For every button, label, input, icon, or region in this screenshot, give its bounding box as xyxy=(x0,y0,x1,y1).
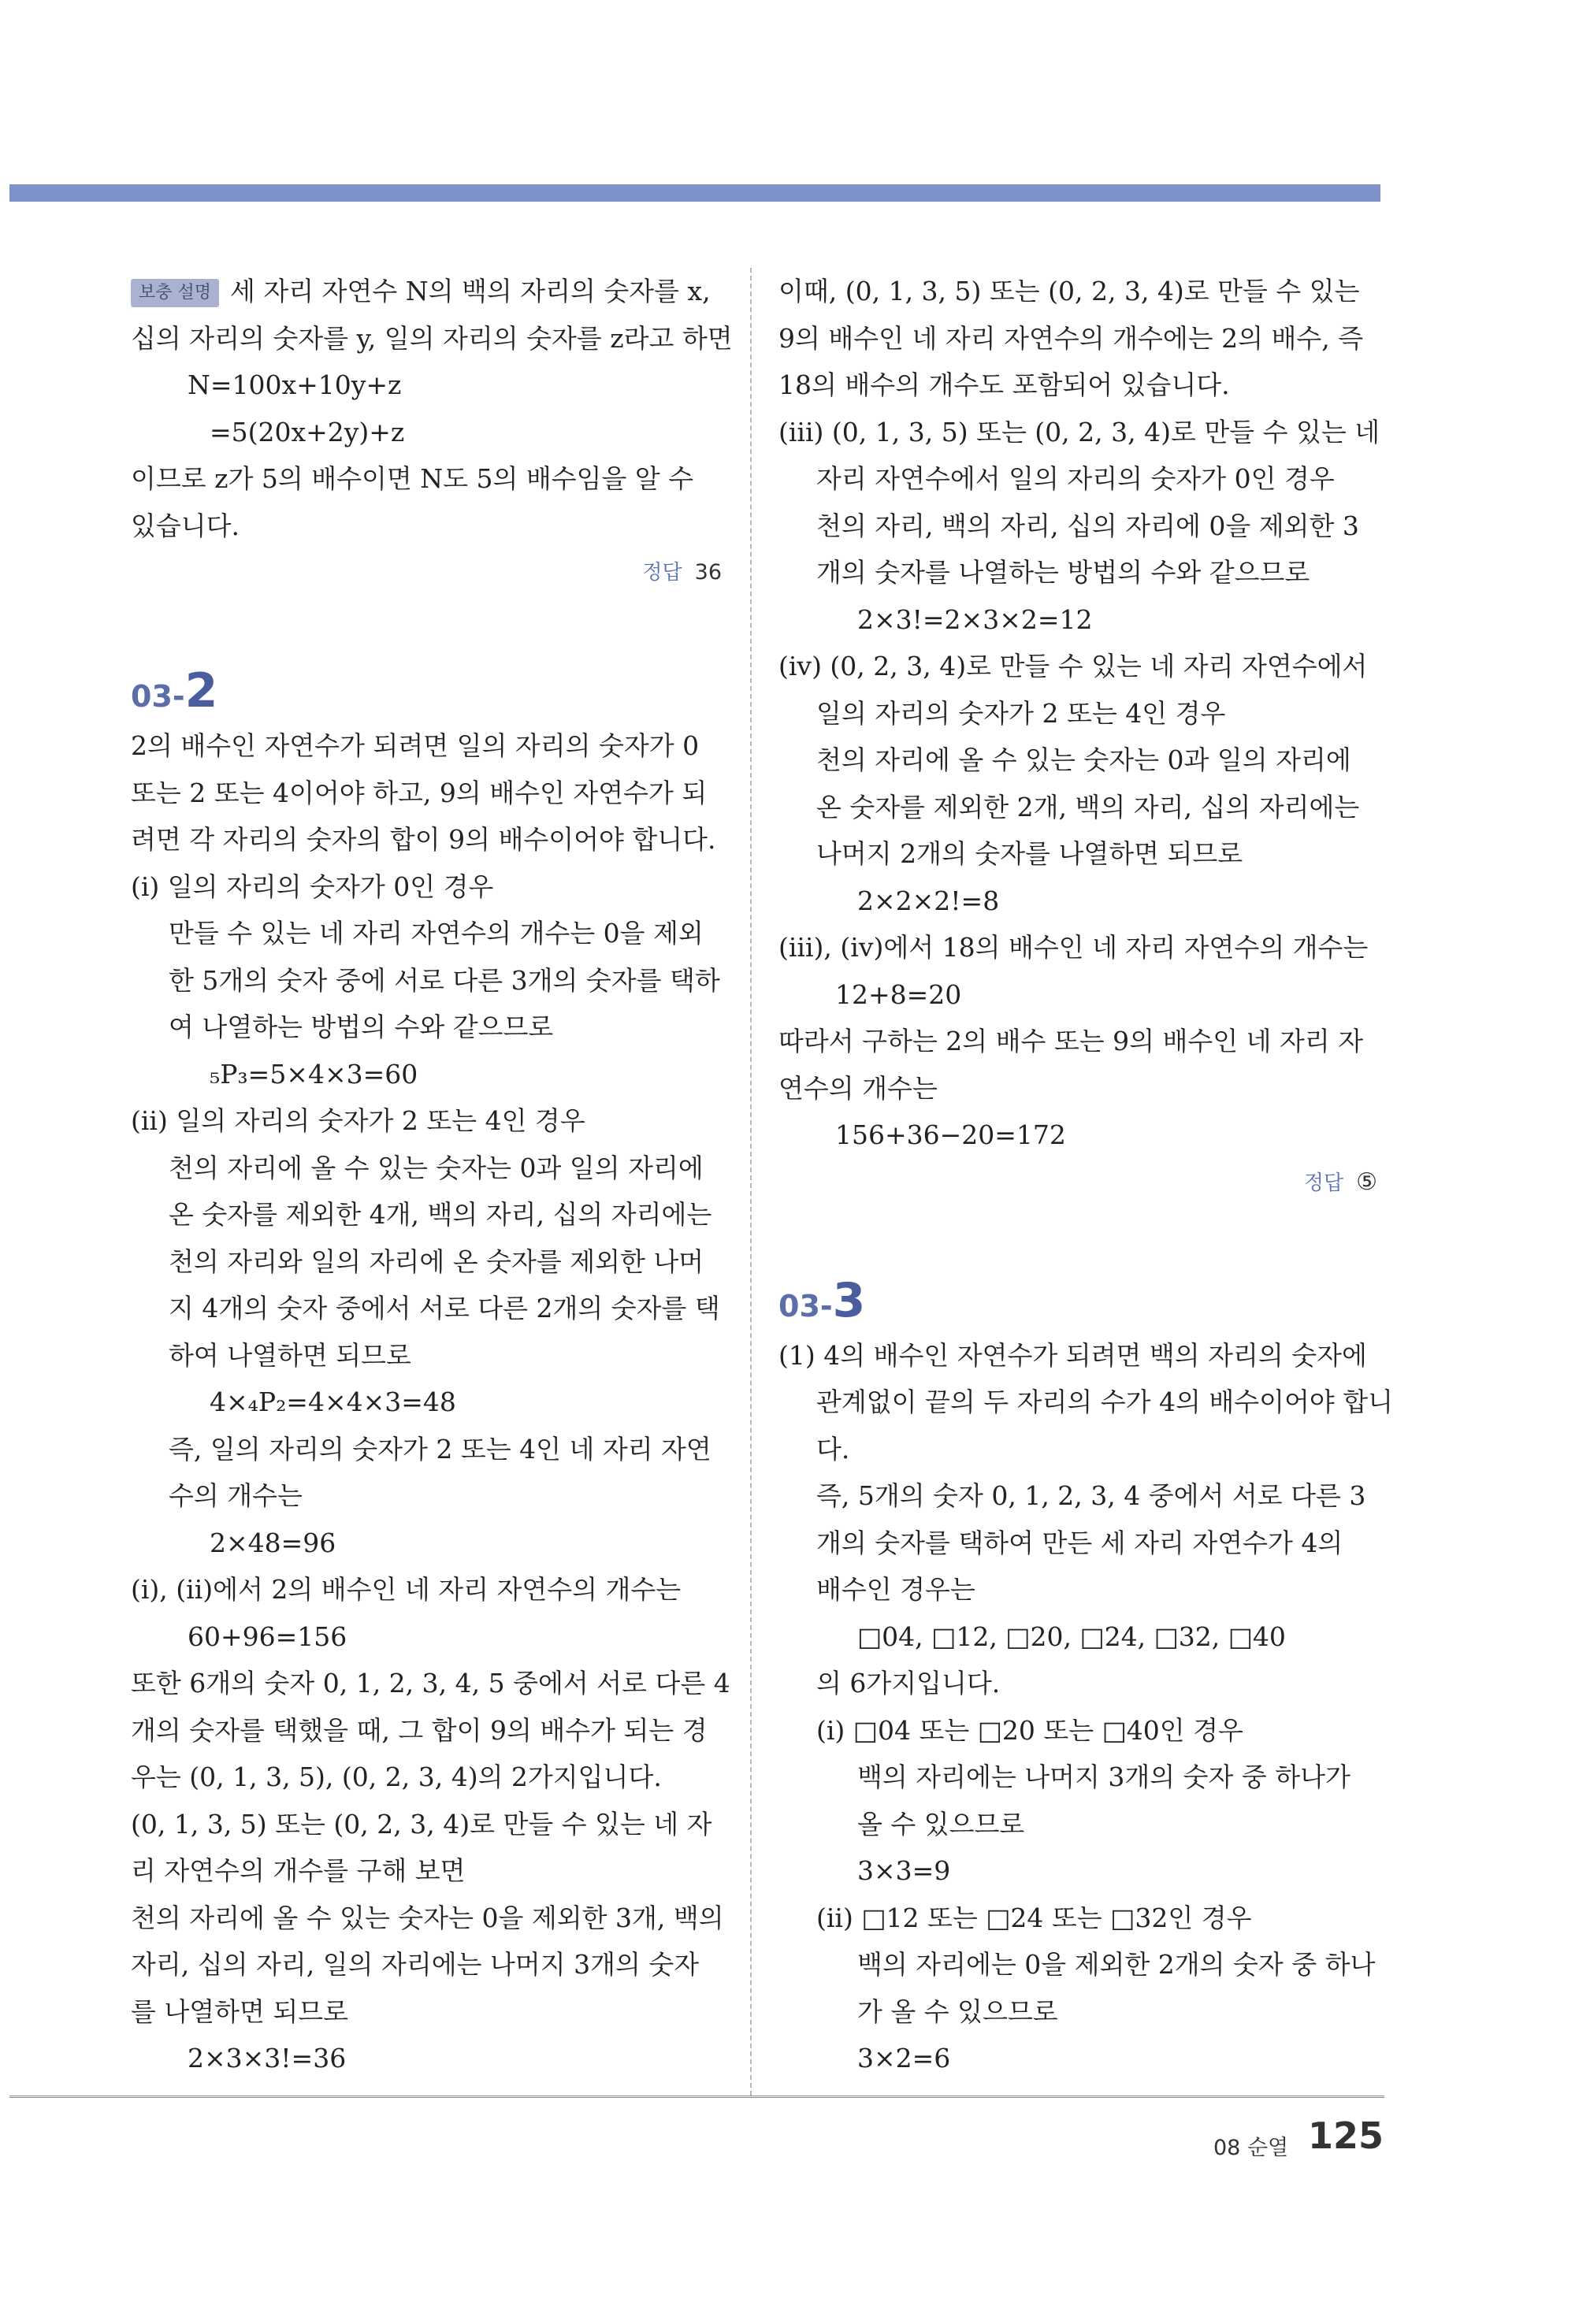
text-line: (iii), (iv)에서 18의 배수인 네 자리 자연수의 개수는 xyxy=(778,932,1369,963)
text-line: 또한 6개의 숫자 0, 1, 2, 3, 4, 5 중에서 서로 다른 4 xyxy=(131,1668,730,1698)
text-line: □04, □12, □20, □24, □32, □40 xyxy=(857,1620,1286,1652)
text-line: 156+36−20=172 xyxy=(835,1119,1066,1150)
text-line: 가 올 수 있으므로 xyxy=(857,1995,1058,2027)
text-line: 연수의 개수는 xyxy=(778,1072,938,1104)
spacer xyxy=(778,1206,1377,1269)
text-line xyxy=(131,268,722,315)
text-line: (ii) □12 또는 □24 또는 □32인 경우 xyxy=(816,1902,1252,1933)
text-line: (0, 1, 3, 5) 또는 (0, 2, 3, 4)로 만들 수 있는 네 자 xyxy=(131,1808,712,1840)
text-line: 12+8=20 xyxy=(835,978,962,1010)
text-line: (i) □04 또는 □20 또는 □40인 경우 xyxy=(816,1714,1243,1746)
text-line: 지 4개의 숫자 중에서 서로 다른 2개의 숫자를 택 xyxy=(169,1293,720,1323)
text-line: (iii) (0, 1, 3, 5) 또는 (0, 2, 3, 4)로 만들 수 있는 네 xyxy=(778,416,1380,447)
text-line: 있습니다. xyxy=(131,510,240,541)
top-color-band xyxy=(9,184,1380,202)
text-line: 즉, 5개의 숫자 0, 1, 2, 3, 4 중에서 서로 다른 3 xyxy=(816,1480,1366,1511)
text-line: 올 수 있으므로 xyxy=(857,1808,1025,1840)
column-divider xyxy=(750,268,752,2096)
text-line: 백의 자리에는 0을 제외한 2개의 숫자 중 하나 xyxy=(857,1949,1376,1980)
text-line: 자리, 십의 자리, 일의 자리에는 나머지 3개의 숫자 xyxy=(131,1949,700,1980)
text-line: =5(20x+2y)+z xyxy=(210,416,405,447)
footer-chapter: 08 순열 xyxy=(1213,2136,1289,2160)
text-line: 배수인 경우는 xyxy=(816,1574,975,1605)
text-line: 2×2×2!=8 xyxy=(857,885,1000,916)
problem-number: 3 xyxy=(832,1272,866,1328)
text-line: 2×3!=2×3×2=12 xyxy=(857,603,1093,635)
text-line: 하여 나열하면 되므로 xyxy=(169,1339,411,1371)
text-line: 즉, 일의 자리의 숫자가 2 또는 4인 네 자리 자연 xyxy=(169,1433,711,1465)
problem-number: 2 xyxy=(184,663,218,718)
text-line: ₅P₃=5×4×3=60 xyxy=(210,1058,418,1090)
text-line: (i) 일의 자리의 숫자가 0인 경우 xyxy=(131,871,494,902)
page-number: 125 xyxy=(1308,2114,1384,2157)
bottom-rule xyxy=(9,2096,1384,2098)
text-line: 이므로 z가 5의 배수이면 N도 5의 배수임을 알 수 xyxy=(131,463,694,494)
text-line: 를 나열하면 되므로 xyxy=(131,1995,349,2027)
text-line: 온 숫자를 제외한 2개, 백의 자리, 십의 자리에는 xyxy=(816,791,1360,822)
text-line: 2×48=96 xyxy=(210,1527,336,1558)
text-line: 리 자연수의 개수를 구해 보면 xyxy=(131,1855,466,1886)
answer-line xyxy=(778,1159,1377,1206)
text-line: 십의 자리의 숫자를 y, 일의 자리의 숫자를 z라고 하면 xyxy=(131,322,733,354)
text-line: 나머지 2개의 숫자를 나열하면 되므로 xyxy=(816,838,1243,869)
text-line: 천의 자리에 올 수 있는 숫자는 0과 일의 자리에 xyxy=(816,744,1351,775)
text-line: 9의 배수인 네 자리 자연수의 개수에는 2의 배수, 즉 xyxy=(778,322,1364,354)
text-line: 여 나열하는 방법의 수와 같으므로 xyxy=(169,1012,554,1042)
text-line: 3×2=6 xyxy=(857,2043,951,2073)
text-line: 우는 (0, 1, 3, 5), (0, 2, 3, 4)의 2가지입니다. xyxy=(131,1762,662,1792)
text-line: 천의 자리와 일의 자리에 온 숫자를 제외한 나머 xyxy=(169,1246,704,1277)
text-line: 려면 각 자리의 숫자의 합이 9의 배수이어야 합니다. xyxy=(131,824,716,855)
problem-number-prefix: 03- xyxy=(778,1288,833,1323)
text-line: 온 숫자를 제외한 4개, 백의 자리, 십의 자리에는 xyxy=(169,1199,712,1230)
answer-line xyxy=(131,549,722,596)
text-line: 의 6가지입니다. xyxy=(816,1668,1001,1698)
text-line: 4×₄P₂=4×4×3=48 xyxy=(210,1387,456,1417)
text-line: 또는 2 또는 4이어야 하고, 9의 배수인 자연수가 되 xyxy=(131,777,708,808)
text-line: 이때, (0, 1, 3, 5) 또는 (0, 2, 3, 4)로 만들 수 있는 xyxy=(778,276,1360,306)
text-line: 백의 자리에는 나머지 3개의 숫자 중 하나가 xyxy=(857,1762,1351,1792)
text-line: (ii) 일의 자리의 숫자가 2 또는 4인 경우 xyxy=(131,1105,585,1136)
text-line: (1) 4의 배수인 자연수가 되려면 백의 자리의 숫자에 xyxy=(778,1339,1367,1371)
text-line: 60+96=156 xyxy=(188,1620,347,1652)
text-line: 개의 숫자를 택하여 만든 세 자리 자연수가 4의 xyxy=(816,1527,1343,1558)
text-line: (iv) (0, 2, 3, 4)로 만들 수 있는 네 자리 자연수에서 xyxy=(778,651,1368,681)
text-line: 천의 자리에 올 수 있는 숫자는 0과 일의 자리에 xyxy=(169,1152,704,1183)
answer-label: 정답 xyxy=(1303,1171,1344,1195)
text-line: 수의 개수는 xyxy=(169,1480,303,1511)
text-line: 개의 숫자를 나열하는 방법의 수와 같으므로 xyxy=(816,557,1310,588)
supplement-badge: 보충 설명 xyxy=(131,279,219,307)
text-line: 3×3=9 xyxy=(857,1855,951,1886)
problem-heading xyxy=(131,659,722,722)
text-line: N=100x+10y+z xyxy=(188,369,402,400)
text-line: 천의 자리에 올 수 있는 숫자는 0을 제외한 3개, 백의 xyxy=(131,1902,724,1933)
spacer xyxy=(131,596,722,659)
problem-number-prefix: 03- xyxy=(131,679,185,714)
right-column xyxy=(778,268,1393,2082)
text-line: 2×3×3!=36 xyxy=(188,2043,347,2073)
text-line: 만들 수 있는 네 자리 자연수의 개수는 0을 제외 xyxy=(169,918,704,949)
left-column xyxy=(131,268,733,2082)
text-line: 다. xyxy=(816,1433,850,1465)
answer-value: ⑤ xyxy=(1356,1168,1377,1196)
text-line: 관계없이 끝의 두 자리의 수가 4의 배수이어야 합니 xyxy=(816,1387,1393,1417)
text-line: 한 5개의 숫자 중에 서로 다른 3개의 숫자를 택하 xyxy=(169,964,720,996)
text-line: 일의 자리의 숫자가 2 또는 4인 경우 xyxy=(816,697,1226,729)
text-line: 18의 배수의 개수도 포함되어 있습니다. xyxy=(778,369,1230,400)
text-line-content: 세 자리 자연수 N의 백의 자리의 숫자를 x, xyxy=(230,276,711,306)
text-line: 개의 숫자를 택했을 때, 그 합이 9의 배수가 되는 경 xyxy=(131,1714,708,1746)
answer-label: 정답 xyxy=(642,561,682,585)
problem-heading xyxy=(778,1269,1377,1332)
answer-value: 36 xyxy=(694,560,722,585)
text-line: 천의 자리, 백의 자리, 십의 자리에 0을 제외한 3 xyxy=(816,510,1359,541)
text-line: (i), (ii)에서 2의 배수인 네 자리 자연수의 개수는 xyxy=(131,1574,682,1605)
text-line: 따라서 구하는 2의 배수 또는 9의 배수인 네 자리 자 xyxy=(778,1026,1364,1056)
text-line: 2의 배수인 자연수가 되려면 일의 자리의 숫자가 0 xyxy=(131,730,700,761)
text-line: 자리 자연수에서 일의 자리의 숫자가 0인 경우 xyxy=(816,463,1335,494)
